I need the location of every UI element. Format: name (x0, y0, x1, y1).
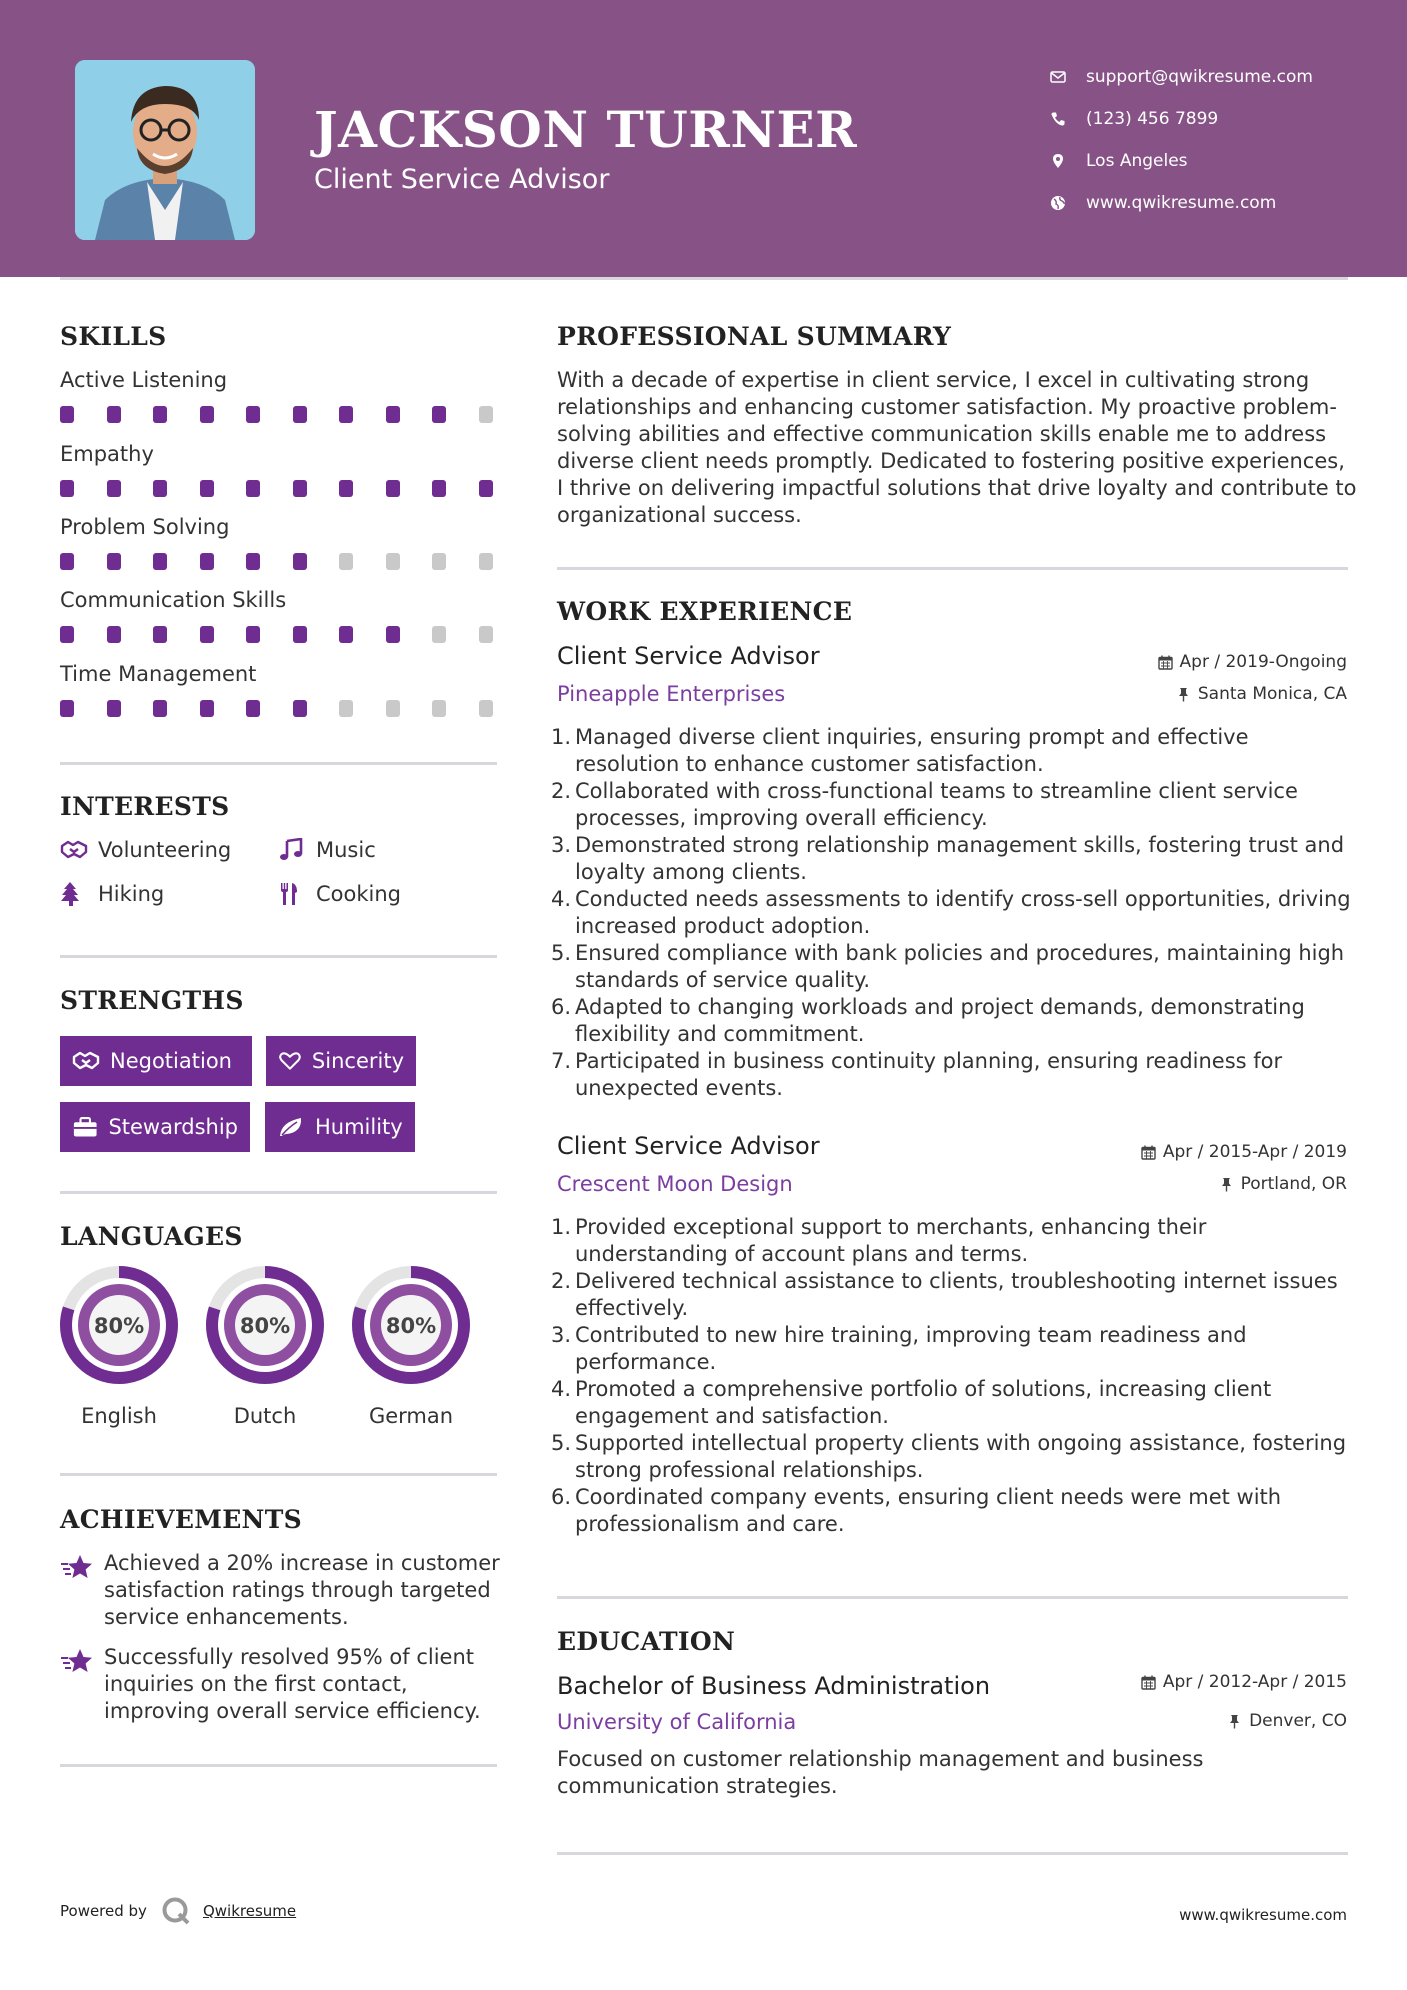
job-location (1219, 1174, 1347, 1194)
skill-name: Communication Skills (60, 588, 287, 612)
skill-name: Time Management (60, 662, 257, 686)
job-bullet: 3. Contributed to new hire training, improving team readiness and performance. (551, 1323, 1247, 1374)
skills-heading: SKILLS (60, 322, 167, 351)
job-bullets (551, 1214, 1357, 1538)
music-note-icon (278, 838, 306, 862)
rating-dot-empty (386, 700, 400, 717)
achievement-text: Successfully resolved 95% of client inquiries on the first contact, improving overall service efficiency. (104, 1645, 481, 1723)
job-bullet: 2. Delivered technical assistance to clients, troubleshooting internet issues effectively. (551, 1269, 1338, 1320)
rating-dot-filled (200, 553, 214, 570)
rating-dot-filled (386, 406, 400, 423)
language-percent: 80% (239, 1314, 291, 1338)
strength-humility (265, 1102, 415, 1152)
achievements-divider (60, 1764, 497, 1767)
interest-label: Music (316, 838, 376, 862)
profile-photo (75, 60, 255, 240)
interests-heading: INTERESTS (60, 792, 230, 821)
contact-email-text: support@qwikresume.com (1086, 67, 1313, 87)
rating-dot-filled (432, 480, 446, 497)
rating-dot-filled (386, 480, 400, 497)
education-degree: Bachelor of Business Administration (557, 1672, 991, 1700)
skill-rating (60, 406, 525, 423)
candidate-title: Client Service Advisor (314, 164, 610, 195)
language-english (58, 1264, 180, 1428)
leaf-icon (277, 1116, 305, 1138)
job-bullet: 5. Ensured compliance with bank policies and procedures, maintaining high standards of service quality. (551, 941, 1345, 992)
job-location (1176, 684, 1347, 704)
rating-dot-filled (479, 480, 493, 497)
contact-phone-text: (123) 456 7899 (1086, 109, 1219, 129)
achievement-item (60, 1644, 500, 1725)
education-school: University of California (557, 1710, 797, 1734)
rating-dot-filled (60, 626, 74, 643)
job-bullets (551, 724, 1357, 1102)
rating-dot-filled (107, 406, 121, 423)
strength-sincerity (266, 1036, 416, 1086)
rating-dot-empty (479, 553, 493, 570)
rating-dot-filled (200, 480, 214, 497)
rating-dot-filled (153, 553, 167, 570)
rating-dot-empty (339, 553, 353, 570)
qwikresume-logo-icon (161, 1896, 191, 1926)
languages-heading: LANGUAGES (60, 1222, 243, 1251)
rating-dot-filled (339, 406, 353, 423)
strength-label: Humility (315, 1115, 403, 1139)
achievement-item (60, 1550, 500, 1631)
language-name: Dutch (233, 1404, 297, 1428)
rating-dot-filled (246, 626, 260, 643)
language-ring (204, 1264, 326, 1386)
contact-location-text: Los Angeles (1086, 151, 1188, 171)
contact-email[interactable] (1050, 56, 1390, 98)
language-dutch (204, 1264, 326, 1428)
interest-volunteering (60, 838, 231, 862)
strengths-divider (60, 1191, 497, 1194)
language-ring (350, 1264, 472, 1386)
rating-dot-empty (479, 700, 493, 717)
experience-divider (557, 1596, 1348, 1599)
star-icon (60, 1646, 94, 1676)
skill-name: Problem Solving (60, 515, 230, 539)
job-bullet: 4. Promoted a comprehensive portfolio of solutions, increasing client engagement and satisfaction. (551, 1377, 1272, 1428)
skill-rating (60, 553, 525, 570)
rating-dot-filled (153, 406, 167, 423)
interest-label: Cooking (316, 882, 401, 906)
job-bullet: 4. Conducted needs assessments to identify cross-sell opportunities, driving increased product adoption. (551, 887, 1351, 938)
pushpin-icon (1176, 687, 1191, 702)
mail-icon (1050, 69, 1086, 85)
summary-heading: PROFESSIONAL SUMMARY (557, 322, 952, 351)
footer-powered-by (60, 1896, 296, 1926)
strength-label: Negotiation (110, 1049, 232, 1073)
job-dates (1158, 652, 1347, 672)
rating-dot-filled (153, 626, 167, 643)
job-bullet: 5. Supported intellectual property clients with ongoing assistance, fostering strong professional relationships. (551, 1431, 1347, 1482)
rating-dot-filled (386, 626, 400, 643)
skills-divider (60, 762, 497, 765)
rating-dot-filled (339, 626, 353, 643)
calendar-icon (1141, 1145, 1156, 1160)
rating-dot-empty (432, 626, 446, 643)
footer-website[interactable]: www.qwikresume.com (1179, 1906, 1347, 1924)
pushpin-icon (1227, 1714, 1242, 1729)
job-bullet: 3. Demonstrated strong relationship management skills, fostering trust and loyalty among clients. (551, 833, 1345, 884)
job-dates (1141, 1142, 1347, 1162)
education-location-text: Denver, CO (1249, 1711, 1347, 1731)
handshake-icon (60, 838, 88, 862)
job-role: Client Service Advisor (557, 642, 820, 670)
utensils-icon (278, 882, 306, 906)
resume-header (0, 0, 1407, 277)
strength-label: Stewardship (108, 1115, 238, 1139)
rating-dot-filled (293, 626, 307, 643)
handshake-icon (72, 1050, 100, 1072)
job-company: Crescent Moon Design (557, 1172, 793, 1196)
calendar-icon (1141, 1675, 1156, 1690)
education-heading: EDUCATION (557, 1627, 736, 1656)
rating-dot-filled (153, 700, 167, 717)
pushpin-icon (1219, 1177, 1234, 1192)
rating-dot-filled (200, 406, 214, 423)
rating-dot-filled (60, 553, 74, 570)
skill-name: Empathy (60, 442, 154, 466)
calendar-icon (1158, 655, 1173, 670)
rating-dot-filled (339, 480, 353, 497)
job-bullet: 1. Managed diverse client inquiries, ensuring prompt and effective resolution to enhance customer satisfaction. (551, 725, 1249, 776)
skill-rating (60, 700, 525, 717)
job-bullet: 7. Participated in business continuity planning, ensuring readiness for unexpected events. (551, 1049, 1283, 1100)
profile-photo-illustration (75, 60, 255, 240)
rating-dot-filled (200, 700, 214, 717)
contact-website-text: www.qwikresume.com (1086, 193, 1277, 213)
skill-name: Active Listening (60, 368, 228, 392)
job-dates-text: Apr / 2019-Ongoing (1179, 652, 1347, 672)
job-location-text: Santa Monica, CA (1197, 684, 1347, 704)
summary-divider (557, 567, 1348, 570)
star-icon (60, 1552, 94, 1582)
rating-dot-empty (479, 406, 493, 423)
rating-dot-empty (386, 553, 400, 570)
job-location-text: Portland, OR (1240, 1174, 1347, 1194)
rating-dot-empty (432, 553, 446, 570)
rating-dot-filled (60, 406, 74, 423)
rating-dot-filled (293, 553, 307, 570)
job-role: Client Service Advisor (557, 1132, 820, 1160)
education-dates-text: Apr / 2012-Apr / 2015 (1162, 1672, 1347, 1692)
rating-dot-filled (246, 480, 260, 497)
interest-hiking (60, 882, 164, 906)
interest-label: Hiking (98, 882, 165, 906)
interest-cooking (278, 882, 401, 906)
rating-dot-empty (479, 626, 493, 643)
rating-dot-filled (107, 553, 121, 570)
language-percent: 80% (93, 1314, 145, 1338)
language-name: English (81, 1404, 157, 1428)
skill-rating (60, 626, 525, 643)
rating-dot-filled (107, 626, 121, 643)
strengths-heading: STRENGTHS (60, 986, 244, 1015)
rating-dot-empty (432, 700, 446, 717)
header-divider (60, 277, 1348, 280)
experience-heading: WORK EXPERIENCE (557, 597, 853, 626)
job-dates-text: Apr / 2015-Apr / 2019 (1162, 1142, 1347, 1162)
powered-by-label: Powered by (60, 1902, 147, 1920)
briefcase-icon (72, 1116, 98, 1138)
rating-dot-filled (107, 480, 121, 497)
candidate-name: JACKSON TURNER (314, 100, 858, 159)
strength-negotiation (60, 1036, 252, 1086)
location-pin-icon (1050, 153, 1086, 169)
job-bullet: 6. Coordinated company events, ensuring client needs were met with professionalism and care. (551, 1485, 1282, 1536)
achievement-text: Achieved a 20% increase in customer satisfaction ratings through targeted service enhancements. (104, 1551, 500, 1629)
languages-divider (60, 1473, 497, 1476)
heart-icon (278, 1050, 302, 1072)
strength-stewardship (60, 1102, 250, 1152)
rating-dot-empty (339, 700, 353, 717)
rating-dot-filled (293, 700, 307, 717)
rating-dot-filled (107, 700, 121, 717)
rating-dot-filled (200, 626, 214, 643)
language-german (350, 1264, 472, 1428)
rating-dot-filled (60, 700, 74, 717)
rating-dot-filled (153, 480, 167, 497)
contact-phone[interactable] (1050, 98, 1390, 140)
language-name: German (368, 1404, 454, 1428)
contact-website[interactable] (1050, 182, 1390, 224)
achievements-heading: ACHIEVEMENTS (60, 1505, 302, 1534)
education-description: Focused on customer relationship management and business communication strategies. (557, 1747, 1204, 1798)
qwikresume-link[interactable]: Qwikresume (202, 1902, 297, 1920)
summary-text: With a decade of expertise in client service, I excel in cultivating strong relationships and enhancing customer satisfaction. My proactive problem-solving abilities and effective communication skills enable me to address diverse client needs promptly. Dedicated to fostering positive experiences, I thrive on delivering impactful solutions that drive loyalty and contribute to organizational success. (557, 368, 1357, 527)
skill-rating (60, 480, 525, 497)
contact-list (1050, 56, 1390, 224)
strength-label: Sincerity (311, 1049, 404, 1073)
job-company: Pineapple Enterprises (557, 682, 786, 706)
tree-icon (60, 882, 88, 906)
rating-dot-filled (293, 480, 307, 497)
globe-icon (1050, 195, 1086, 211)
job-bullet: 2. Collaborated with cross-functional teams to streamline client service processes, improving overall efficiency. (551, 779, 1298, 830)
job-bullet: 1. Provided exceptional support to merchants, enhancing their understanding of account plans and terms. (551, 1215, 1207, 1266)
interest-music (278, 838, 376, 862)
rating-dot-filled (246, 700, 260, 717)
rating-dot-filled (246, 406, 260, 423)
contact-location (1050, 140, 1390, 182)
education-divider (557, 1852, 1348, 1855)
language-percent: 80% (385, 1314, 437, 1338)
education-location (1227, 1711, 1347, 1731)
rating-dot-filled (60, 480, 74, 497)
language-ring (58, 1264, 180, 1386)
rating-dot-filled (246, 553, 260, 570)
interest-label: Volunteering (98, 838, 232, 862)
job-bullet: 6. Adapted to changing workloads and project demands, demonstrating flexibility and commitment. (551, 995, 1305, 1046)
education-dates (1141, 1672, 1347, 1692)
rating-dot-filled (432, 406, 446, 423)
interests-divider (60, 955, 497, 958)
phone-icon (1050, 111, 1086, 127)
rating-dot-filled (293, 406, 307, 423)
